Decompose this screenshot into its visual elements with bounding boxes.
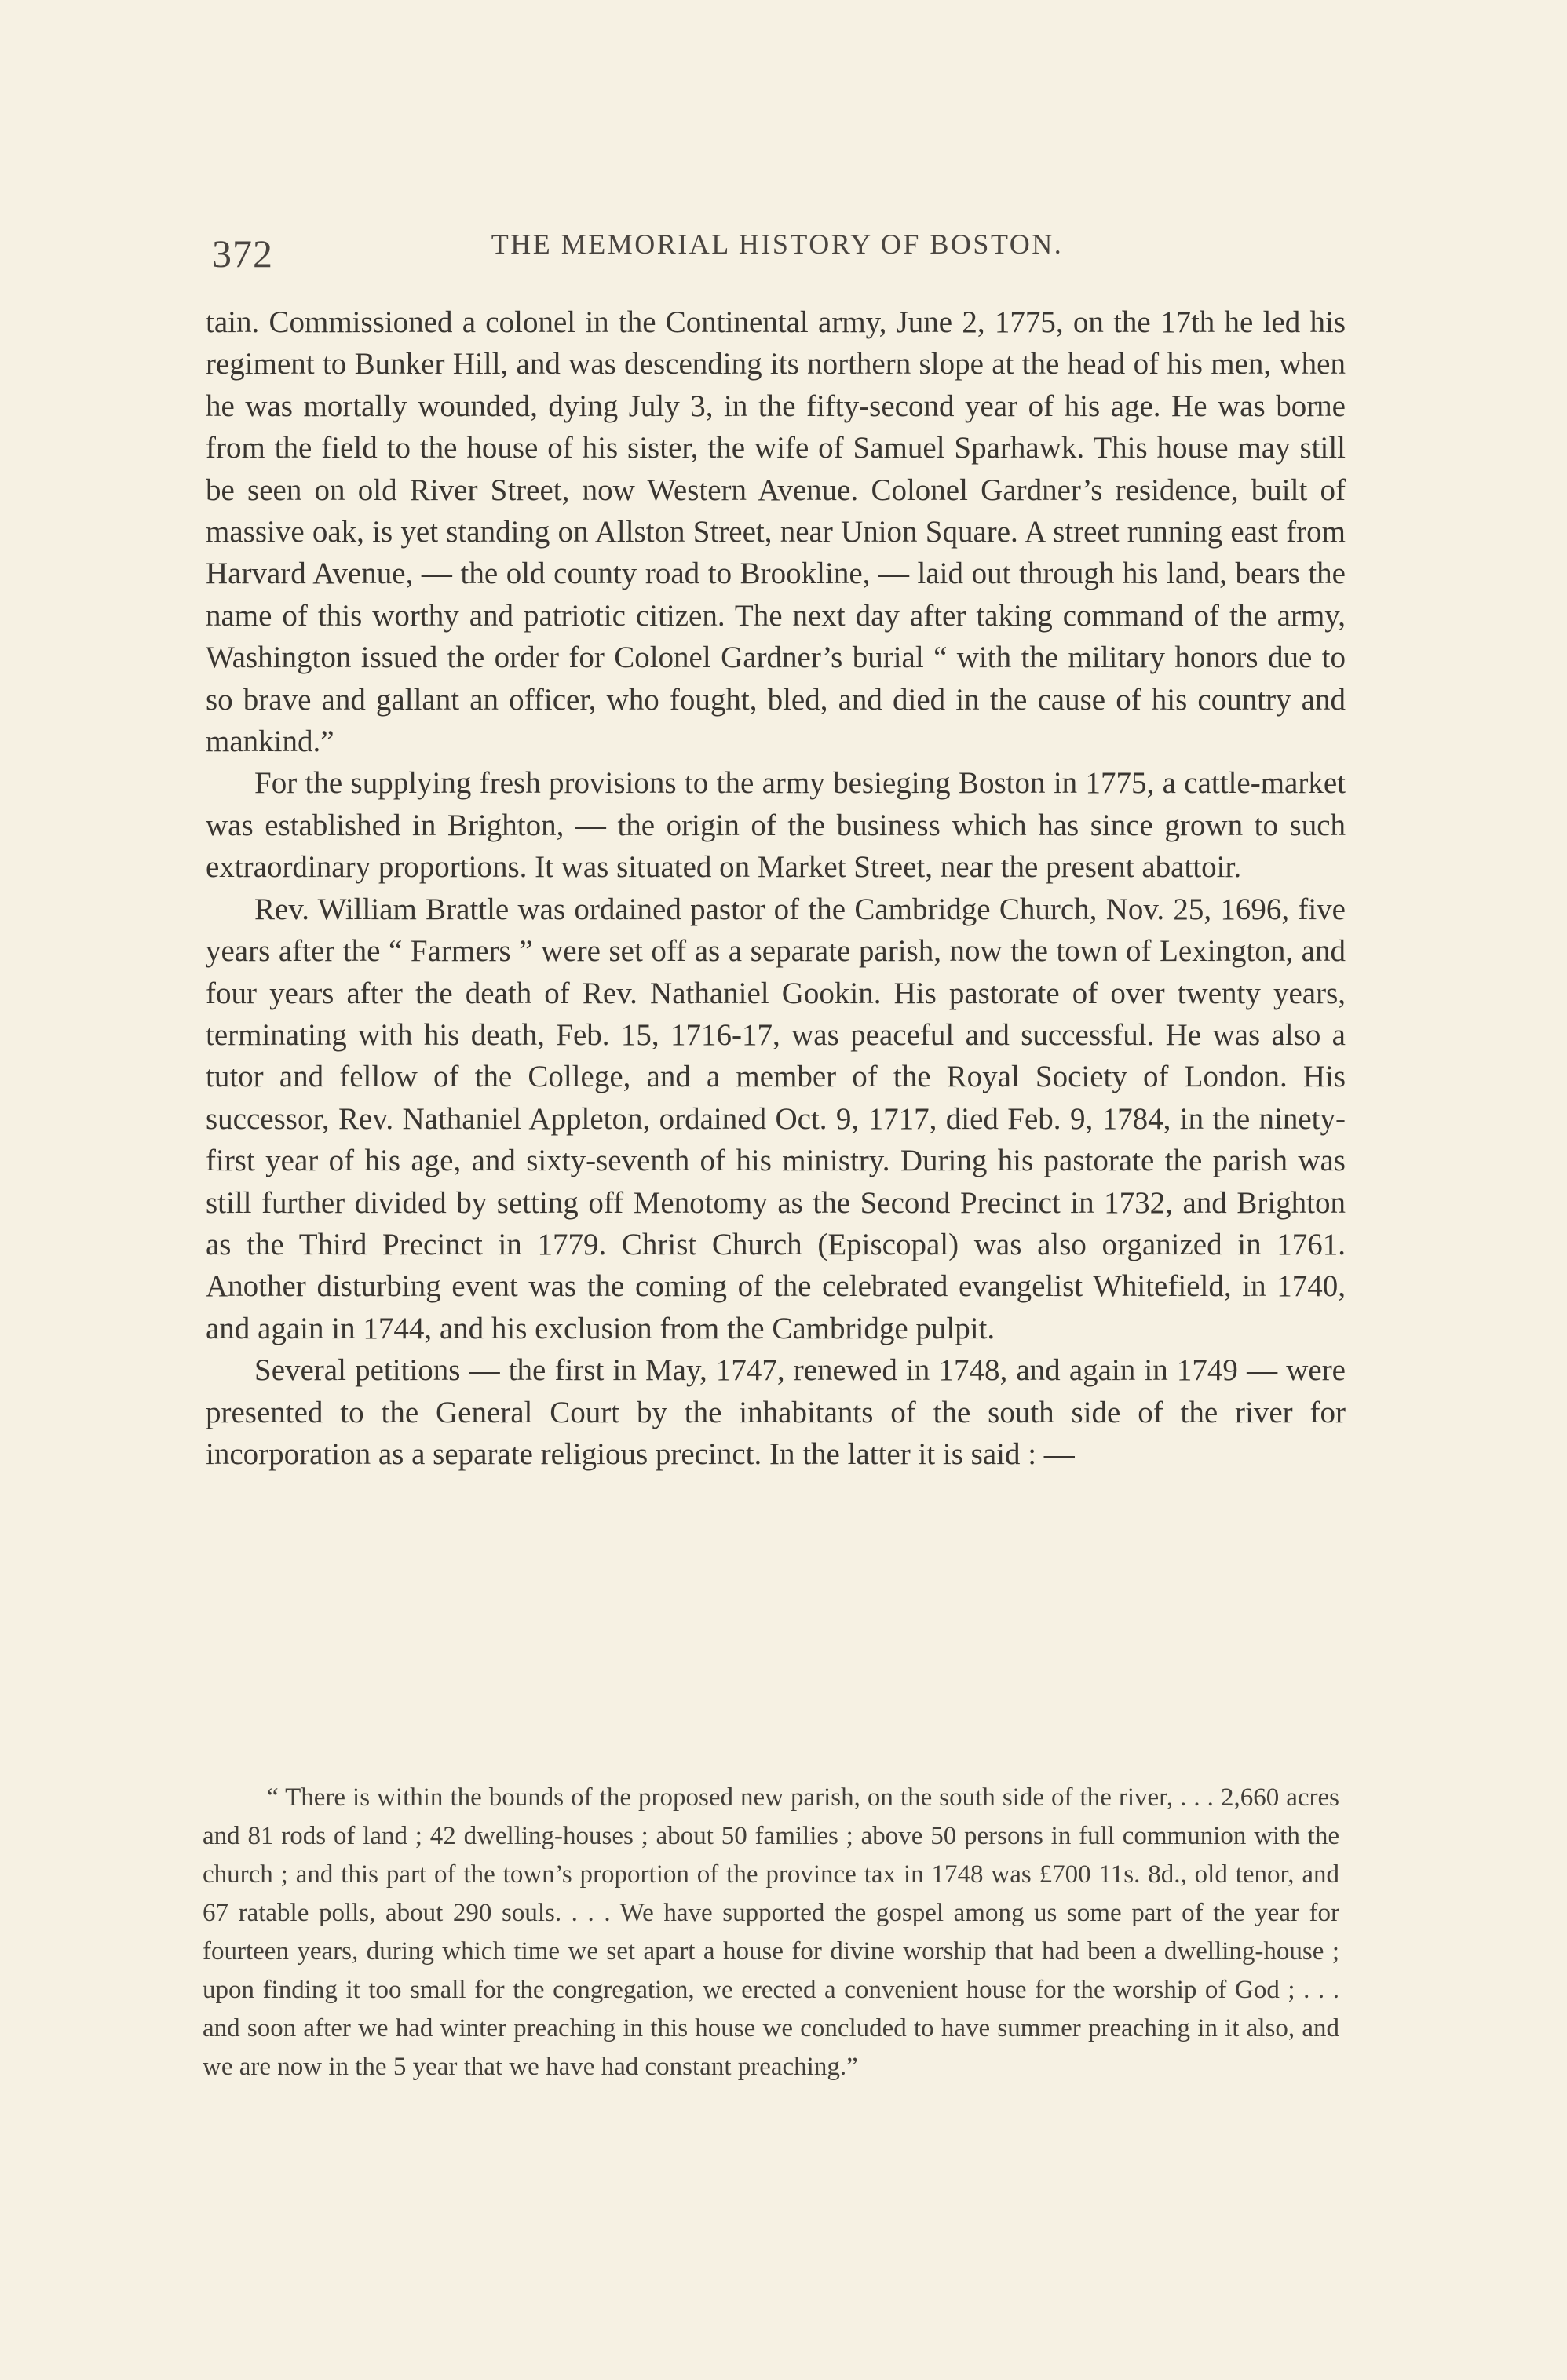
- quote-text: “ There is within the bounds of the proposed new parish, on the south side of the river, . . . 2,660 acres and 81 rods of land ; 42 dwelling-houses ; about 50 families ; above 50 persons in full communion with the church ; and this part of the town’s proportion of the province tax in 1748 was £700 11s. 8d., old tenor, and 67 ratable polls, about 290 souls. . . . We have supported the gospel among us some part of the year for fourteen years, during which time we set apart a house for divine worship that had been a dwelling-house ; upon finding it too small for the congregation, we erected a convenient house for the worship of God ; . . . and soon after we had winter preaching in this house we concluded to have summer preaching in it also, and we are now in the 5 year that we have had constant preaching.”: [203, 1783, 1339, 2081]
- running-title: THE MEMORIAL HISTORY OF BOSTON.: [491, 228, 1064, 260]
- page-number: 372: [212, 232, 273, 276]
- body-text: [206, 301, 1346, 1475]
- page-header: [212, 220, 1342, 283]
- paragraph-petitions: Several petitions — the first in May, 1747, renewed in 1748, and again in 1749 — were presented to the General Court by the inhabitants of the south side of the river for incorporation as a separate religious precinct. In the latter it is said : —: [206, 1353, 1346, 1471]
- paragraph-cattle-market: For the supplying fresh provisions to the army besieging Boston in 1775, a cattle-market was established in Brighton, — the origin of the business which has since grown to such extraordinary proportions. It was situated on Market Street, near the present abattoir.: [206, 766, 1346, 885]
- block-quote: [203, 1779, 1339, 2086]
- paragraph-brattle: Rev. William Brattle was ordained pastor of the Cambridge Church, Nov. 25, 1696, five years after the “ Farmers ” were set off as a separate parish, now the town of Lexington, and four years after the death of Rev. Nathaniel Gookin. His pastorate of over twenty years, terminating with his death, Feb. 15, 1716-17, was peaceful and successful. He was also a tutor and fellow of the College, and a member of the Royal Society of London. His successor, Rev. Nathaniel Appleton, ordained Oct. 9, 1717, died Feb. 9, 1784, in the ninety-first year of his age, and sixty-seventh of his ministry. During his pastorate the parish was still further divided by setting off Menotomy as the Second Precinct in 1732, and Brighton as the Third Precinct in 1779. Christ Church (Episcopal) was also organized in 1761. Another disturbing event was the coming of the celebrated evangelist Whitefield, in 1740, and again in 1744, and his exclusion from the Cambridge pulpit.: [206, 892, 1346, 1345]
- paragraph-gardner: tain. Commissioned a colonel in the Continental army, June 2, 1775, on the 17th he led his regiment to Bunker Hill, and was descending its northern slope at the head of his men, when he was mortally wounded, dying July 3, in the fifty-second year of his age. He was borne from the field to the house of his sister, the wife of Samuel Sparhawk. This house may still be seen on old River Street, now Western Avenue. Colonel Gardner’s residence, built of massive oak, is yet standing on Allston Street, near Union Square. A street running east from Harvard Avenue, — the old county road to Brookline, — laid out through his land, bears the name of this worthy and patriotic citizen. The next day after taking command of the army, Washington issued the order for Colonel Gardner’s burial “ with the military honors due to so brave and gallant an officer, who fought, bled, and died in the cause of his country and mankind.”: [206, 305, 1346, 759]
